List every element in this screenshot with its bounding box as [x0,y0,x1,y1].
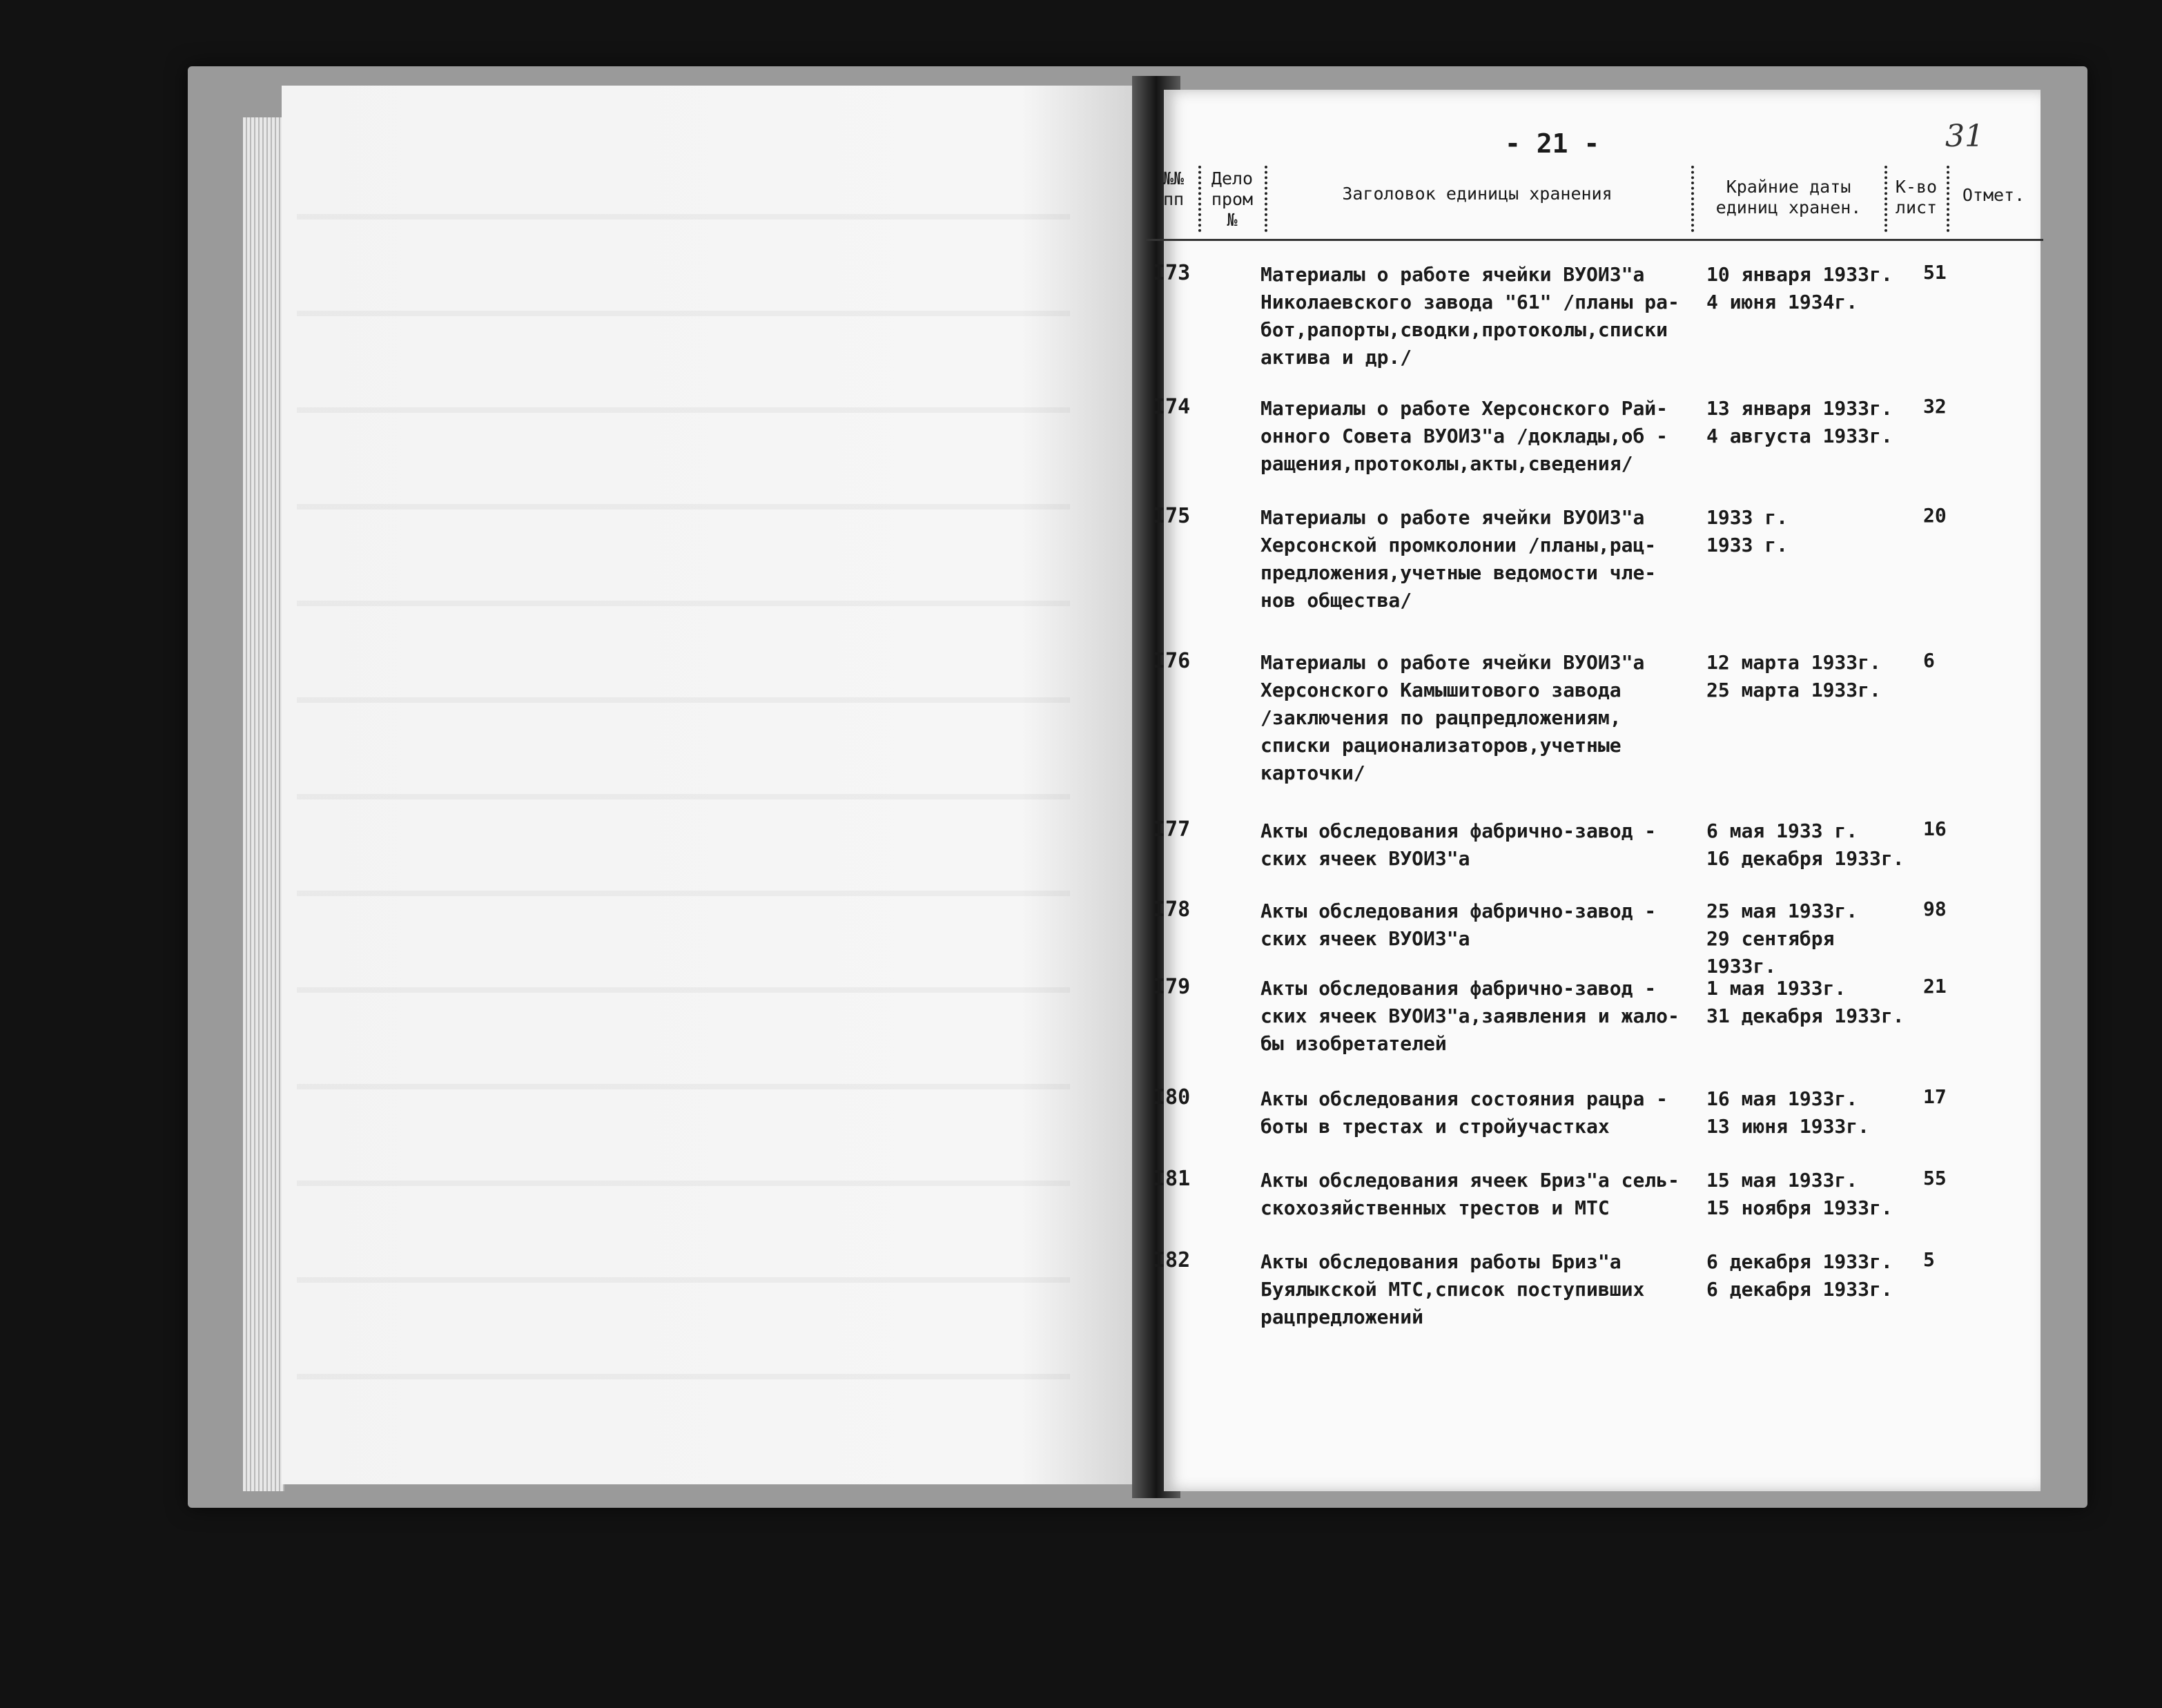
header-delo: Дело пром № [1211,168,1254,230]
entry-number: I78 [1153,897,1191,922]
entry-number: I77 [1153,817,1191,842]
entry-dates: 16 мая 1933г. 13 июня 1933г. [1706,1087,1870,1138]
entry-title: Акты обследования фабрично-завод - ских ячеек ВУОИЗ"а [1260,819,1657,870]
entry-sheets: 98 [1923,897,1947,920]
entry-number: I80 [1153,1085,1191,1109]
entry-dates: 25 мая 1933г. 29 сентября 1933г. [1706,900,1858,978]
entry-title: Акты обследования состояния рацра - боты в трестах и стройучастках [1260,1087,1668,1138]
entry-number: I74 [1153,395,1191,419]
page-number: - 21 - [1505,128,1600,159]
entry-title: Акты обследования ячеек Бриз"а сель- скохозяйственных трестов и МТС [1260,1169,1679,1219]
table-header [1146,163,2043,241]
entry-dates: 10 января 1933г. 4 июня 1934г. [1706,263,1893,313]
entry-dates: 15 мая 1933г. 15 ноября 1933г. [1706,1169,1893,1219]
entry-sheets: 51 [1923,261,1947,284]
entry-dates: 12 марта 1933г. 25 марта 1933г. [1706,651,1881,701]
entry-number: I79 [1153,975,1191,999]
entry-sheets: 20 [1923,504,1947,527]
entry-dates: 1933 г. 1933 г. [1706,506,1789,556]
entry-sheets: 55 [1923,1167,1947,1190]
header-title: Заголовок единицы хранения [1342,184,1613,204]
header-notes: Отмет. [1962,185,2025,205]
entry-number: I75 [1153,504,1191,528]
entry-title: Материалы о работе ячейки ВУОИЗ"а Николаевского завода "61" /планы ра- бот,рапорты,сводки,протоколы,списки актива и др./ [1260,263,1679,369]
header-dates: Крайние даты единиц хранен. [1715,177,1862,217]
column-divider [1947,166,1949,232]
entry-sheets: 17 [1923,1085,1947,1108]
bleed-through-text [297,166,1070,1422]
entry-number: I76 [1153,649,1191,673]
entry-sheets: 32 [1923,395,1947,418]
column-divider [1198,166,1201,232]
header-sheets: К-во лист [1895,177,1938,217]
entry-title: Акты обследования фабрично-завод - ских ячеек ВУОИЗ"а [1260,900,1657,950]
page-edges [243,117,284,1491]
entry-title: Материалы о работе ячейки ВУОИЗ"а Херсонской промколонии /планы,рац- предложения,учетные ведомости чле- нов общества/ [1260,506,1657,612]
entry-dates: 13 января 1933г. 4 августа 1933г. [1706,397,1893,447]
entry-title: Акты обследования фабрично-завод - ских ячеек ВУОИЗ"а,заявления и жало- бы изобретателей [1260,977,1679,1055]
entry-sheets: 21 [1923,975,1947,998]
entry-title: Акты обследования работы Бриз"а Буялыкской МТС,список поступивших рацпредложений [1260,1250,1645,1328]
entry-dates: 1 мая 1933г. 31 декабря 1933г. [1706,977,1905,1027]
entry-title: Материалы о работе Херсонского Рай- онного Совета ВУОИЗ"а /доклады,об - ращения,протоколы,акты,сведения/ [1260,397,1668,475]
entry-number: I73 [1153,261,1191,285]
header-num: №№ пп [1162,168,1185,209]
column-divider [1265,166,1267,232]
entry-title: Материалы о работе ячейки ВУОИЗ"а Херсонского Камышитового завода /заключения по рацпредложениям, списки рационализаторов,учетные карточки/ [1260,651,1645,784]
entry-number: I81 [1153,1167,1191,1191]
column-divider [1691,166,1694,232]
entry-number: I82 [1153,1248,1191,1272]
entry-dates: 6 декабря 1933г. 6 декабря 1933г. [1706,1250,1893,1301]
entry-dates: 6 мая 1933 г. 16 декабря 1933г. [1706,819,1905,870]
entry-sheets: 5 [1923,1248,1935,1271]
entry-sheets: 6 [1923,649,1935,672]
entry-sheets: 16 [1923,817,1947,840]
handwritten-folio-number: 31 [1945,119,1984,154]
